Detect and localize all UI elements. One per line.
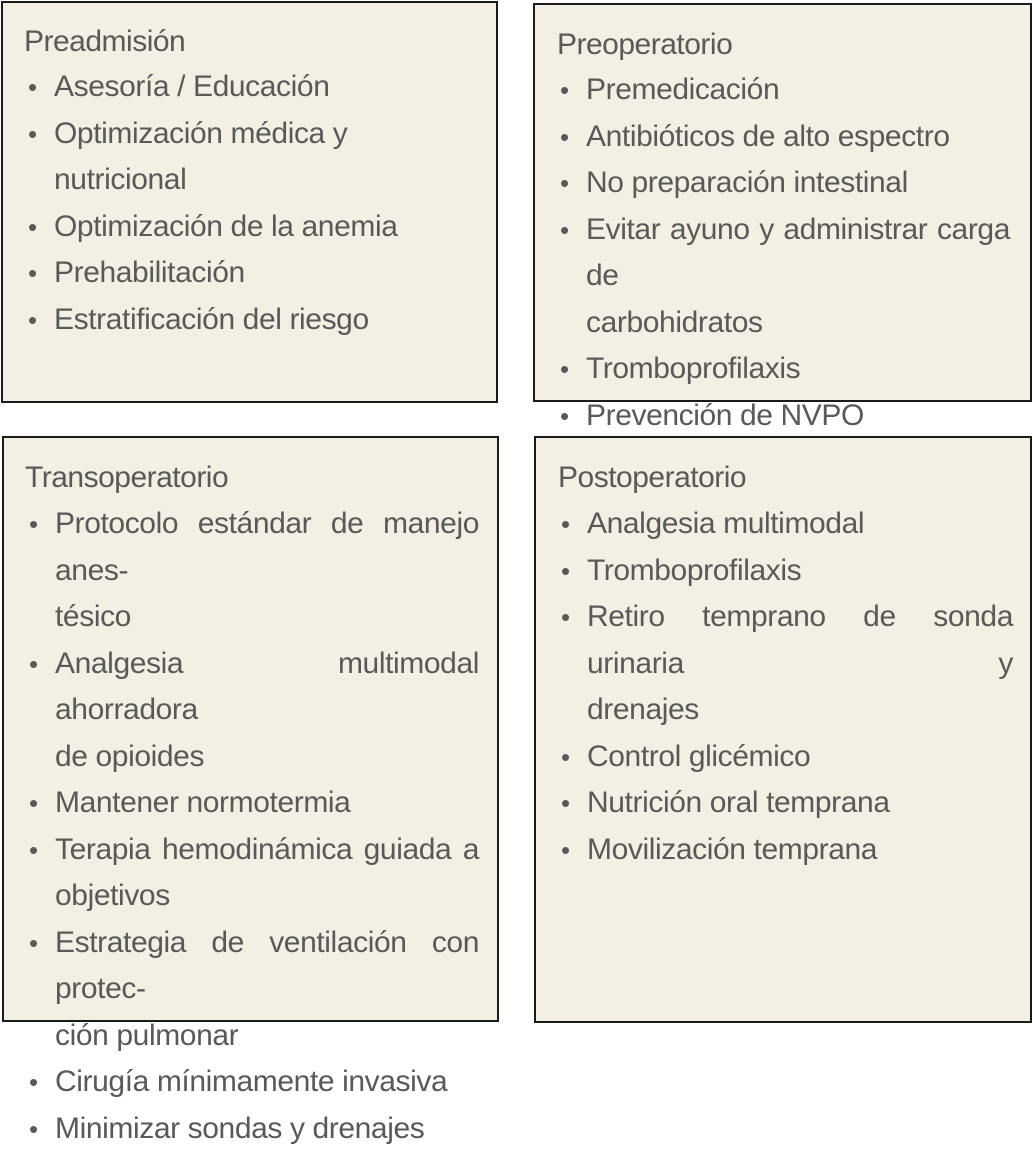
item-text: Tromboprofilaxis bbox=[587, 554, 801, 587]
list-item bbox=[561, 548, 1013, 595]
list-item bbox=[29, 1059, 479, 1106]
bullet-icon: • bbox=[28, 297, 37, 344]
bullet-icon: • bbox=[29, 920, 38, 967]
item-text: Terapia hemodinámica guiada a bbox=[55, 827, 479, 874]
item-text: Evitar ayuno y administrar carga de bbox=[586, 207, 1010, 300]
item-text-continued: ción pulmonar bbox=[55, 1013, 479, 1060]
item-text-continued: carbohidratos bbox=[586, 300, 1010, 347]
list-item bbox=[560, 346, 1010, 393]
item-text-continued: de opioides bbox=[55, 734, 479, 781]
panel-preadmision bbox=[1, 1, 498, 403]
bullet-icon: • bbox=[561, 780, 570, 827]
bullet-icon: • bbox=[561, 594, 570, 641]
item-text: Control glicémico bbox=[587, 740, 810, 773]
panel-postoperatorio bbox=[534, 436, 1032, 1023]
list-item bbox=[560, 207, 1010, 347]
panel-title: Postoperatorio bbox=[558, 463, 746, 493]
panel-preoperatorio bbox=[533, 3, 1032, 402]
list-item bbox=[28, 64, 478, 111]
list-item bbox=[560, 393, 1010, 440]
list-item bbox=[561, 501, 1013, 548]
bullet-icon: • bbox=[28, 64, 37, 111]
panel-transoperatorio bbox=[2, 436, 499, 1022]
bullet-icon: • bbox=[560, 393, 569, 440]
item-text: Estratificación del riesgo bbox=[54, 303, 369, 336]
item-text: Minimizar sondas y drenajes bbox=[55, 1112, 424, 1145]
bullet-icon: • bbox=[28, 111, 37, 158]
item-list bbox=[28, 64, 478, 343]
bullet-icon: • bbox=[29, 1106, 38, 1152]
item-text: Mantener normotermia bbox=[55, 786, 350, 819]
bullet-icon: • bbox=[29, 1059, 38, 1106]
list-item bbox=[29, 827, 479, 920]
item-text: Prehabilitación bbox=[54, 256, 245, 289]
item-text: Nutrición oral temprana bbox=[587, 786, 890, 819]
item-text-continued: drenajes bbox=[587, 687, 1013, 734]
bullet-icon: • bbox=[561, 827, 570, 874]
bullet-icon: • bbox=[560, 160, 569, 207]
item-text-continued: objetivos bbox=[55, 873, 479, 920]
item-text: Analgesia multimodal ahorradora bbox=[55, 641, 479, 734]
item-list bbox=[560, 67, 1010, 439]
list-item bbox=[560, 67, 1010, 114]
item-text: Optimización de la anemia bbox=[54, 210, 398, 243]
list-item bbox=[560, 114, 1010, 161]
item-text: Optimización médica y nutricional bbox=[54, 117, 347, 197]
item-text: Retiro temprano de sonda urinaria y bbox=[587, 594, 1013, 687]
item-text: Analgesia multimodal bbox=[587, 507, 864, 540]
item-text: Protocolo estándar de manejo anes- bbox=[55, 501, 479, 594]
bullet-icon: • bbox=[28, 250, 37, 297]
bullet-icon: • bbox=[29, 501, 38, 548]
list-item bbox=[29, 501, 479, 641]
list-item bbox=[28, 297, 478, 344]
item-text: Asesoría / Educación bbox=[54, 70, 330, 103]
item-text: No preparación intestinal bbox=[586, 166, 908, 199]
list-item bbox=[28, 204, 478, 251]
bullet-icon: • bbox=[28, 204, 37, 251]
bullet-icon: • bbox=[560, 346, 569, 393]
item-text: Movilización temprana bbox=[587, 833, 877, 866]
list-item bbox=[28, 111, 478, 204]
list-item bbox=[28, 250, 478, 297]
item-text: Cirugía mínimamente invasiva bbox=[55, 1065, 447, 1098]
item-text-continued: tésico bbox=[55, 594, 479, 641]
item-list bbox=[29, 501, 479, 1152]
list-item bbox=[561, 780, 1013, 827]
item-text: Prevención de NVPO bbox=[586, 399, 864, 432]
list-item bbox=[561, 827, 1013, 874]
item-list bbox=[561, 501, 1013, 873]
bullet-icon: • bbox=[561, 501, 570, 548]
list-item bbox=[29, 1106, 479, 1152]
bullet-icon: • bbox=[561, 548, 570, 595]
list-item bbox=[29, 780, 479, 827]
item-text: Antibióticos de alto espectro bbox=[586, 120, 950, 153]
list-item bbox=[561, 594, 1013, 734]
item-text: Premedicación bbox=[586, 73, 779, 106]
item-text: Estrategia de ventilación con protec- bbox=[55, 920, 479, 1013]
bullet-icon: • bbox=[561, 734, 570, 781]
bullet-icon: • bbox=[29, 827, 38, 874]
panel-title: Transoperatorio bbox=[25, 463, 228, 493]
item-text: Tromboprofilaxis bbox=[586, 352, 800, 385]
list-item bbox=[561, 734, 1013, 781]
panel-title: Preoperatorio bbox=[557, 30, 732, 60]
bullet-icon: • bbox=[29, 641, 38, 688]
bullet-icon: • bbox=[560, 67, 569, 114]
panel-title: Preadmisión bbox=[24, 27, 185, 57]
list-item bbox=[560, 160, 1010, 207]
list-item bbox=[29, 641, 479, 781]
bullet-icon: • bbox=[560, 207, 569, 254]
list-item bbox=[29, 920, 479, 1060]
bullet-icon: • bbox=[560, 114, 569, 161]
bullet-icon: • bbox=[29, 780, 38, 827]
